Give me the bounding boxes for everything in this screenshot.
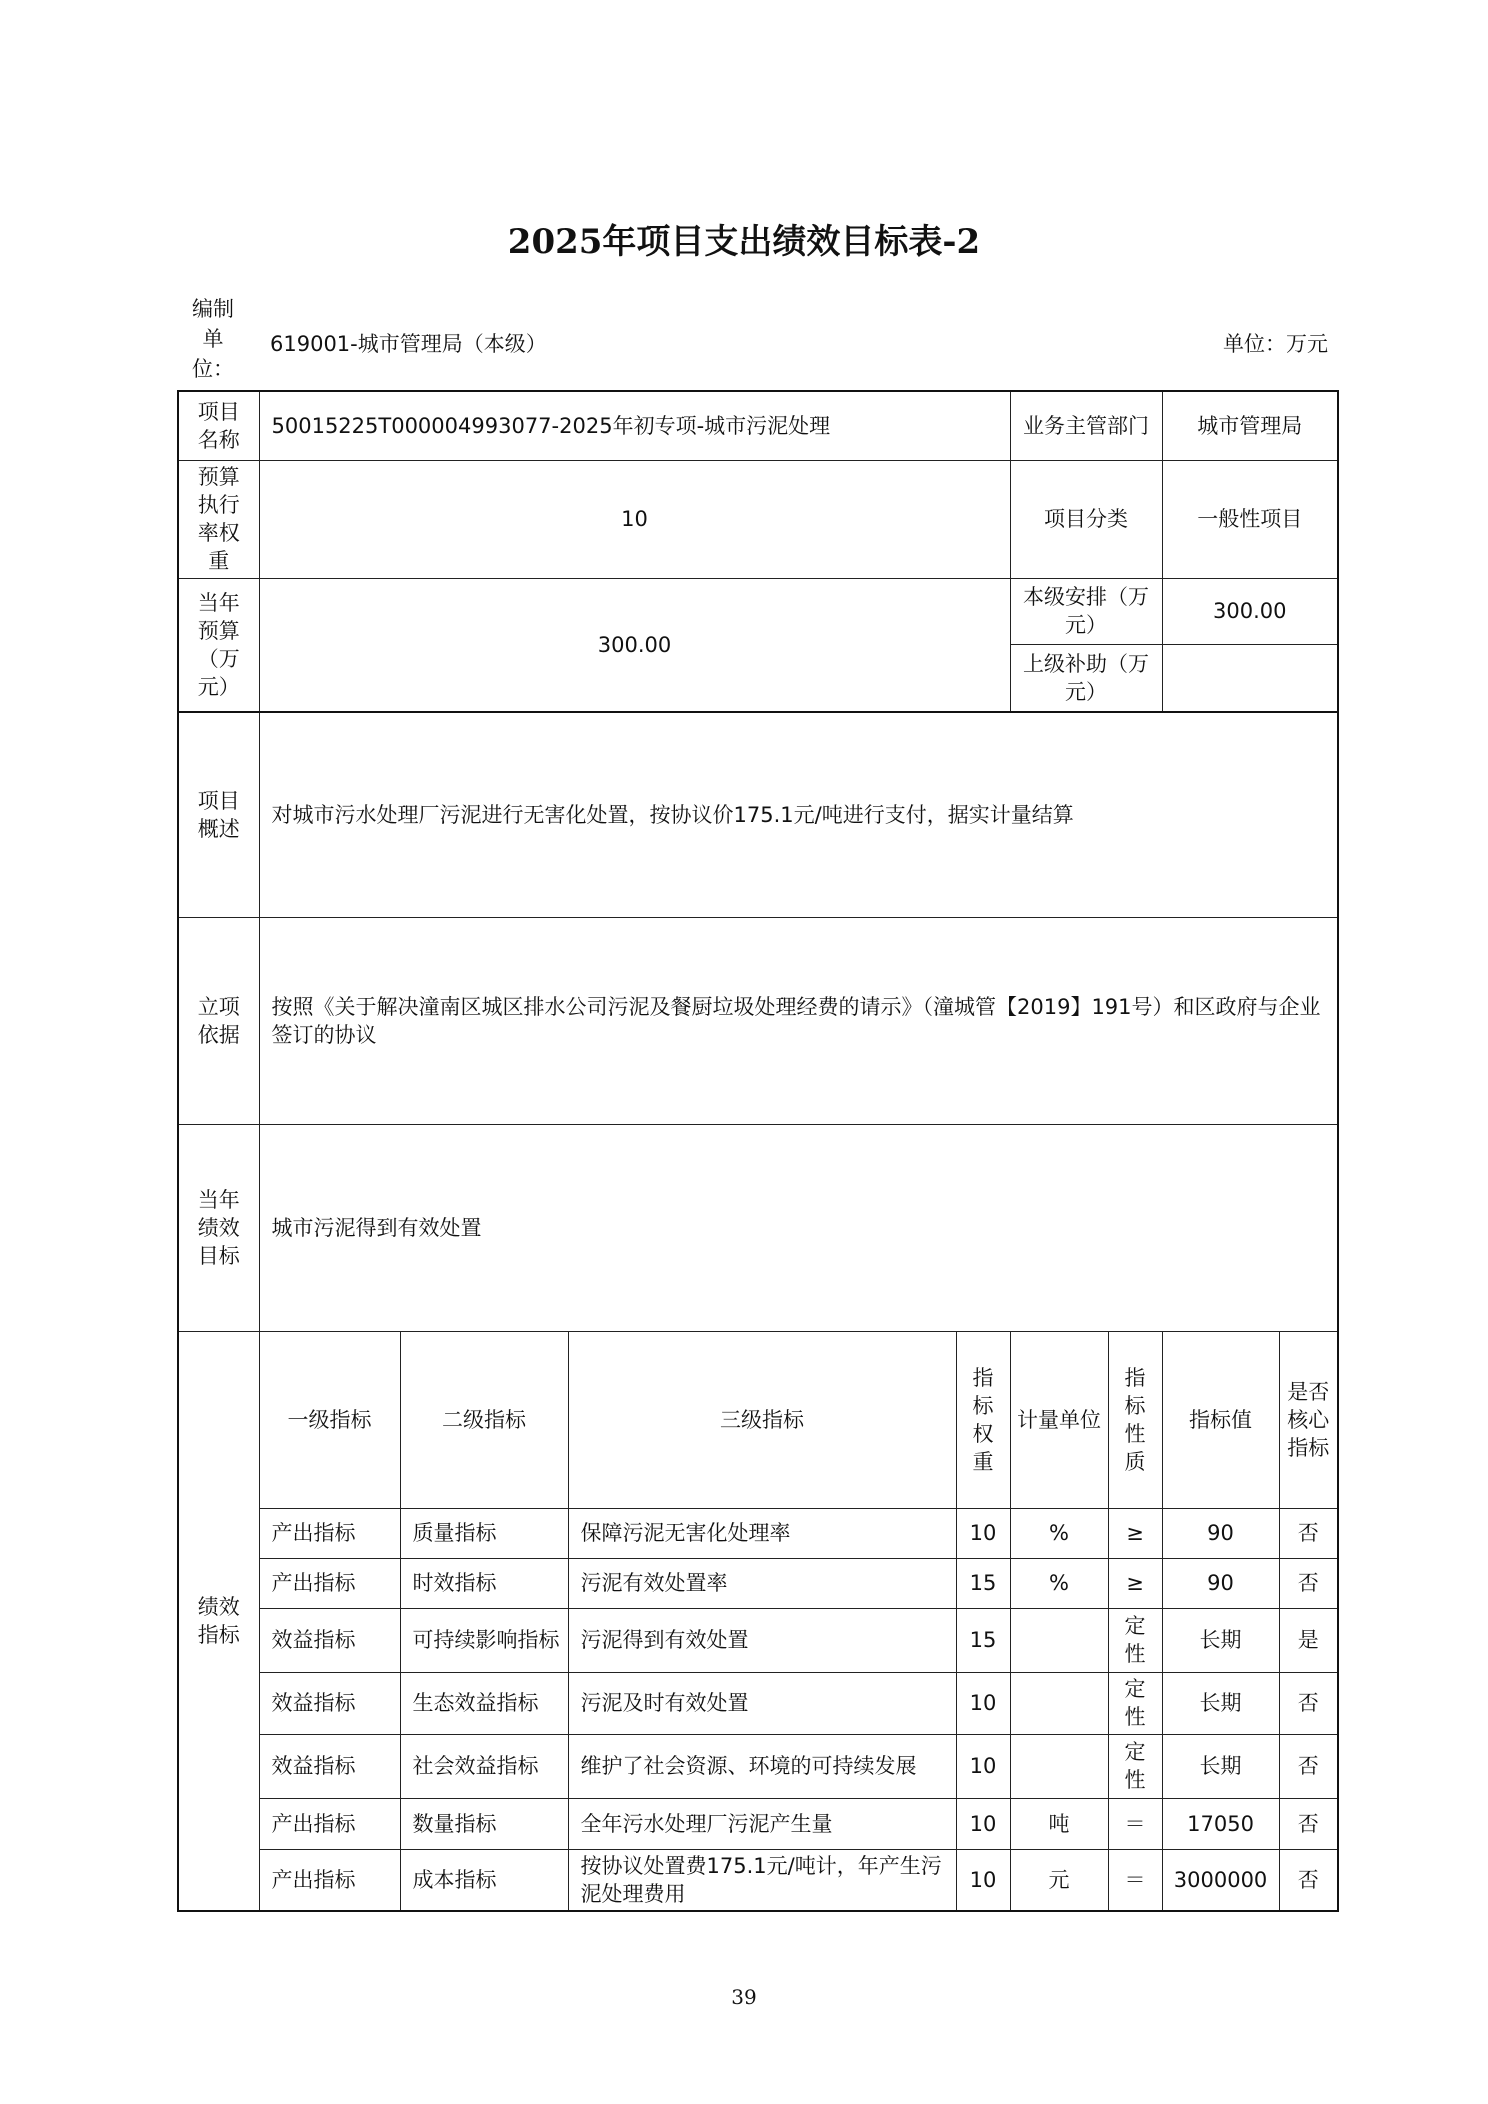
indicator-row xyxy=(178,1608,1338,1672)
indicator-cell: 15 xyxy=(956,1608,1010,1672)
indicator-cell: 否 xyxy=(1279,1558,1338,1608)
indicator-header: 是否核心指标 xyxy=(1279,1331,1338,1508)
indicator-header: 三级指标 xyxy=(568,1331,956,1508)
indicator-header: 一级指标 xyxy=(259,1331,400,1508)
indicator-cell: 保障污泥无害化处理率 xyxy=(568,1508,956,1558)
project-name-label: 项目名称 xyxy=(178,391,259,460)
weight-label: 预算执行率权重 xyxy=(178,460,259,578)
goal-label: 当年绩效目标 xyxy=(178,1124,259,1331)
indicator-cell: 90 xyxy=(1162,1558,1279,1608)
summary-label: 项目概述 xyxy=(178,712,259,917)
indicator-cell: 定性 xyxy=(1108,1608,1162,1672)
indicator-row xyxy=(178,1558,1338,1608)
indicator-cell: 长期 xyxy=(1162,1608,1279,1672)
indicator-cell: 长期 xyxy=(1162,1734,1279,1798)
indicator-cell: 15 xyxy=(956,1558,1010,1608)
indicator-cell xyxy=(1010,1672,1108,1734)
indicator-cell: 否 xyxy=(1279,1734,1338,1798)
indicator-cell: 产出指标 xyxy=(259,1558,400,1608)
category-value: 一般性项目 xyxy=(1162,460,1338,578)
indicator-cell: ＝ xyxy=(1108,1849,1162,1911)
dept-value: 城市管理局 xyxy=(1162,391,1338,460)
page-title: 2025年项目支出绩效目标表-2 xyxy=(507,222,981,262)
indicator-header: 指标性质 xyxy=(1108,1331,1162,1508)
project-name: 50015225T000004993077-2025年初专项-城市污泥处理 xyxy=(259,391,1010,460)
goal-value: 城市污泥得到有效处置 xyxy=(259,1124,1338,1331)
indicator-cell: 长期 xyxy=(1162,1672,1279,1734)
indicator-cell: ≥ xyxy=(1108,1558,1162,1608)
weight-value: 10 xyxy=(259,460,1010,578)
upper-label: 上级补助（万元） xyxy=(1010,644,1162,712)
budget-label: 当年预算（万元） xyxy=(178,578,259,712)
indicator-cell: 10 xyxy=(956,1672,1010,1734)
indicator-row xyxy=(178,1734,1338,1798)
indicator-cell: 17050 xyxy=(1162,1798,1279,1849)
summary-value: 对城市污水处理厂污泥进行无害化处置，按协议价175.1元/吨进行支付，据实计量结算 xyxy=(259,712,1338,917)
indicator-cell: 10 xyxy=(956,1734,1010,1798)
indicator-cell: ＝ xyxy=(1108,1798,1162,1849)
indicator-cell: 社会效益指标 xyxy=(400,1734,568,1798)
indicator-cell: 污泥有效处置率 xyxy=(568,1558,956,1608)
indicator-cell: 90 xyxy=(1162,1508,1279,1558)
indicator-cell: % xyxy=(1010,1558,1108,1608)
indicator-cell: 10 xyxy=(956,1798,1010,1849)
indicator-cell: 元 xyxy=(1010,1849,1108,1911)
indicator-cell: 按协议处置费175.1元/吨计，年产生污泥处理费用 xyxy=(568,1849,956,1911)
indicators-label: 绩效指标 xyxy=(178,1331,259,1911)
indicator-header: 二级指标 xyxy=(400,1331,568,1508)
performance-table xyxy=(177,390,1339,1912)
unit-label: 编制单位： xyxy=(192,297,234,381)
basis-value: 按照《关于解决潼南区城区排水公司污泥及餐厨垃圾处理经费的请示》（潼城管【2019】191号）和区政府与企业签订的协议 xyxy=(259,917,1338,1124)
indicator-cell: 成本指标 xyxy=(400,1849,568,1911)
indicator-cell: 吨 xyxy=(1010,1798,1108,1849)
unit-measure: 单位：万元 xyxy=(1223,332,1328,356)
indicator-cell: 产出指标 xyxy=(259,1798,400,1849)
indicator-cell xyxy=(1010,1734,1108,1798)
indicator-cell xyxy=(1010,1608,1108,1672)
indicator-cell: 全年污水处理厂污泥产生量 xyxy=(568,1798,956,1849)
indicator-cell: 生态效益指标 xyxy=(400,1672,568,1734)
indicator-header: 计量单位 xyxy=(1010,1331,1108,1508)
indicator-row xyxy=(178,1508,1338,1558)
indicator-cell: 是 xyxy=(1279,1608,1338,1672)
indicator-cell: 3000000 xyxy=(1162,1849,1279,1911)
indicator-row xyxy=(178,1672,1338,1734)
budget-value: 300.00 xyxy=(259,578,1010,712)
indicator-cell: 效益指标 xyxy=(259,1672,400,1734)
indicator-cell: 效益指标 xyxy=(259,1608,400,1672)
indicator-cell: 10 xyxy=(956,1508,1010,1558)
indicator-cell: 产出指标 xyxy=(259,1849,400,1911)
local-value: 300.00 xyxy=(1162,578,1338,644)
indicator-cell: 效益指标 xyxy=(259,1734,400,1798)
indicator-cell: 否 xyxy=(1279,1508,1338,1558)
indicator-header: 指标值 xyxy=(1162,1331,1279,1508)
unit-name: 619001-城市管理局（本级） xyxy=(270,332,547,356)
indicator-cell: 污泥及时有效处置 xyxy=(568,1672,956,1734)
indicator-cell: 数量指标 xyxy=(400,1798,568,1849)
local-label: 本级安排（万元） xyxy=(1010,578,1162,644)
indicator-cell: 产出指标 xyxy=(259,1508,400,1558)
indicator-cell: 可持续影响指标 xyxy=(400,1608,568,1672)
indicator-row xyxy=(178,1849,1338,1911)
indicator-cell: 否 xyxy=(1279,1672,1338,1734)
indicator-cell: 质量指标 xyxy=(400,1508,568,1558)
indicator-cell: 定性 xyxy=(1108,1672,1162,1734)
basis-label: 立项依据 xyxy=(178,917,259,1124)
dept-label: 业务主管部门 xyxy=(1010,391,1162,460)
indicator-cell: % xyxy=(1010,1508,1108,1558)
upper-value xyxy=(1162,644,1338,712)
indicator-cell: 时效指标 xyxy=(400,1558,568,1608)
indicator-cell: 定性 xyxy=(1108,1734,1162,1798)
indicator-row xyxy=(178,1798,1338,1849)
indicator-cell: 10 xyxy=(956,1849,1010,1911)
category-label: 项目分类 xyxy=(1010,460,1162,578)
indicator-cell: ≥ xyxy=(1108,1508,1162,1558)
page-number: 39 xyxy=(731,1985,757,2009)
indicator-header: 指标权重 xyxy=(956,1331,1010,1508)
indicator-cell: 维护了社会资源、环境的可持续发展 xyxy=(568,1734,956,1798)
indicator-cell: 污泥得到有效处置 xyxy=(568,1608,956,1672)
indicator-cell: 否 xyxy=(1279,1849,1338,1911)
indicator-cell: 否 xyxy=(1279,1798,1338,1849)
